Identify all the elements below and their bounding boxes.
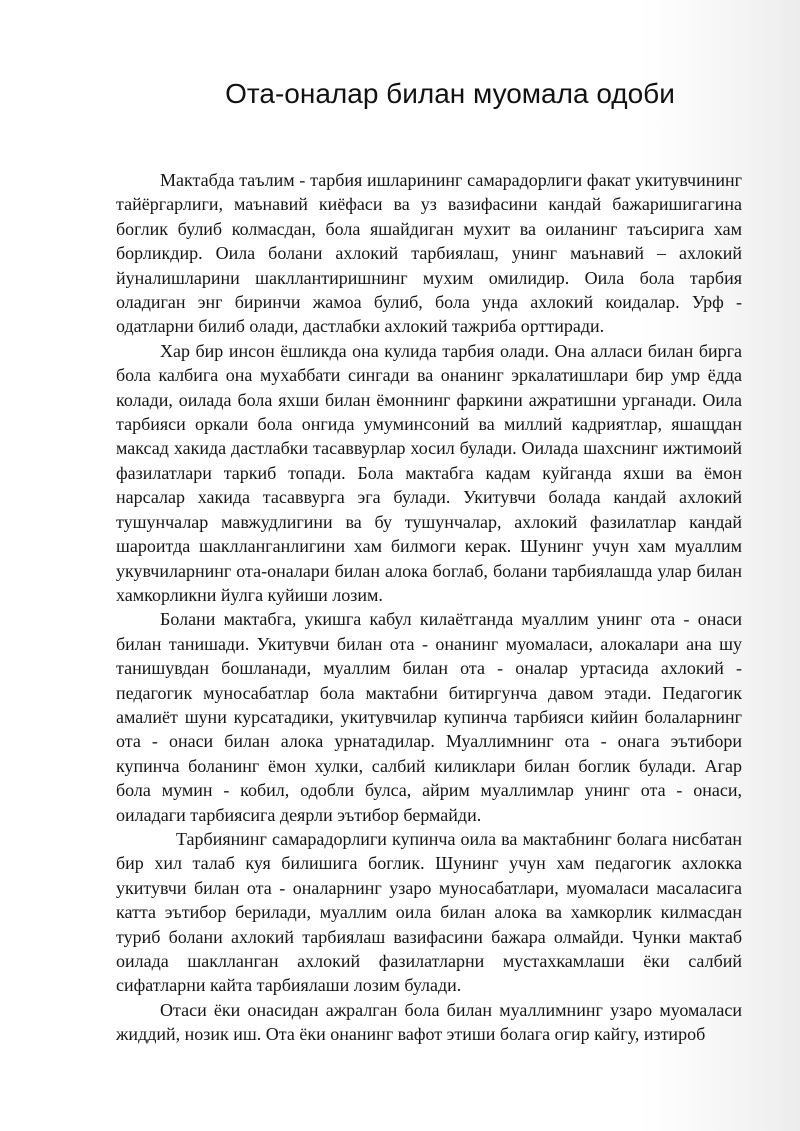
document-body — [116, 168, 742, 1047]
paragraph: Болани мактабга, укишга кабул килаётганда муаллим унинг ота - онаси билан танишади. Укитувчи билан ота - онанинг муомаласи, алокалари ана шу танишувдан бошланади, муаллим билан ота - оналар уртасида ахлокий - педагогик муносабатлар бола мактабни битиргунча давом этади. Педагогик амалиёт шуни курсатадики, укитувчилар купинча тарбияси кийин болаларнинг ота - онаси билан алока урнатадилар. Муаллимнинг ота - онага эътибори купинча боланинг ёмон хулки, салбий киликлари билан боглик булади. Агар бола мумин - кобил, одобли булса, айрим муаллимлар унинг ота - онаси, оиладаги тарбиясига деярли эътибор бермайди. — [116, 609, 742, 825]
paragraph: Мактабда таълим - тарбия ишларининг самарадорлиги факат укитувчининг тайёргарлиги, маънавий киёфаси ва уз вазифасини кандай бажаришигагина боглик булиб колмасдан, бола яшайдиган мухит ва оиланинг таъсирига хам борликдир. Оила болани ахлокий тарбиялаш, унинг маънавий – ахлокий йуналишларини шакллантиришнинг мухим омилидир. Оила бола тарбия оладиган энг биринчи жамоа булиб, бола унда ахлокий коидалар. Урф - одатларни билиб олади, дастлабки ахлокий тажриба орттиради. — [116, 170, 742, 337]
document-title: Ота-оналар билан муомала одоби — [225, 78, 675, 109]
paragraph: Хар бир инсон ёшликда она кулида тарбия олади. Она алласи билан бирга бола калбига она мухаббати сингади ва онанинг эркалатишлари бир умр ёдда колади, оилада бола яхши билан ёмоннинг фаркини ажратишни урганади. Оила тарбияси оркали бола онгида умуминсоний ва миллий кадриятлар, яшащдан максад хакида дастлабки тасаввурлар хосил булади. Оилада шахснинг ижтимоий фазилатлари таркиб топади. Бола мактабга кадам куйганда яхши ва ёмон нарсалар хакида тасаввурга эга булади. Укитувчи болада кандай ахлокий тушунчалар мавжудлигини ва бу тушунчалар, ахлокий фазилатлар кандай шароитда шаклланганлигини хам билмоги керак. Шунинг учун хам муаллим укувчиларнинг ота-оналари билан алока боглаб, болани тарбиялашда улар билан хамкорликни йулга куйиши лозим. — [116, 340, 742, 605]
paragraph: Отаси ёки онасидан ажралган бола билан муаллимнинг узаро муомаласи жиддий, нозик иш. Ота ёки онанинг вафот этиши болага огир кайгу, изтироб — [116, 999, 742, 1045]
paragraph: Тарбиянинг самарадорлиги купинча оила ва мактабнинг болага нисбатан бир хил талаб куя билишига боглик. Шунинг учун хам педагогик ахлокка укитувчи билан ота - оналарнинг узаро муносабатлари, муомаласи масаласига катта эътибор берилади, муаллим оила билан алока ва хамкорлик килмасдан туриб болани ахлокий тарбиялаш вазифасини бажара олмайди. Чунки мактаб оилада шаклланган ахлокий фазилатларни мустахкамлаши ёки салбий сифатларни кайта тарбиялаши лозим булади. — [116, 828, 742, 996]
